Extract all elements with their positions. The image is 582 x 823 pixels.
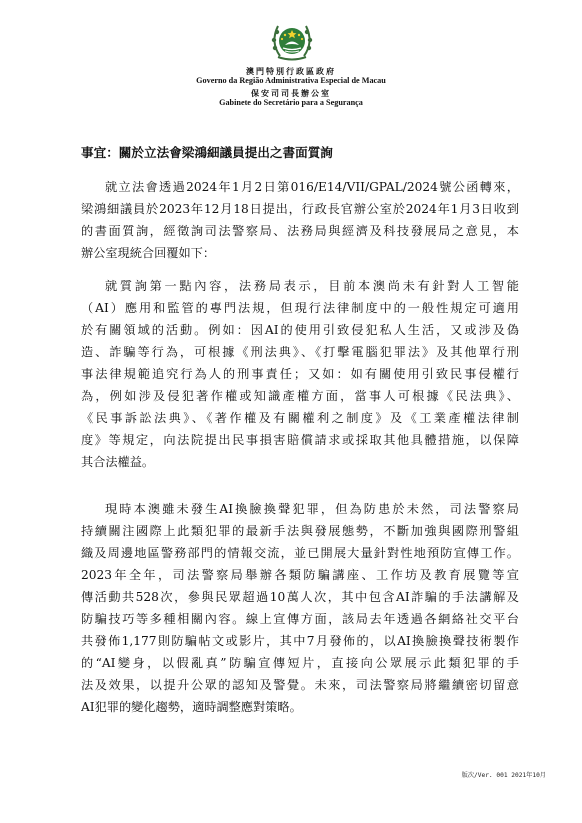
paragraph-line: 2023年全年，司法警察局舉辦各類防騙講座、工作坊及教育展覽等宣 <box>81 568 519 582</box>
paragraph-line: 織及周邊地區警務部門的情報交流，並已開展大量針對性地預防宣傳工作。 <box>81 546 519 560</box>
office-name-chinese: 保安司司長辦公室 <box>251 89 331 98</box>
government-name-chinese: 澳門特別行政區政府 <box>246 67 336 76</box>
paragraph-line: 共發佈1,177則防騙帖文或影片，其中7月發佈的，以AI換臉換聲技術製作 <box>81 634 519 648</box>
paragraph-1 <box>81 176 519 264</box>
paragraph-line: 梁鴻細議員於2023年12月18日提出，行政長官辦公室於2024年1月3日收到 <box>81 202 519 216</box>
paragraph-line: 其合法權益。 <box>81 455 155 469</box>
paragraph-line: 於有關領域的活動。例如：因AI的使用引致侵犯私人生活，又或涉及偽 <box>81 323 519 337</box>
government-name-portuguese: Governo da Região Administrativa Especial de Macau <box>196 76 386 85</box>
paragraph-line: AI犯罪的變化趨勢，適時調整應對策略。 <box>81 700 302 714</box>
paragraph-3 <box>81 498 519 718</box>
paragraph-line: 為，例如涉及侵犯著作權或知識產權方面，當事人可根據《民法典》、 <box>81 389 519 403</box>
paragraph-line: 傳活動共528次，參與民眾超過10萬人次，其中包含AI詐騙的手法講解及 <box>81 590 519 604</box>
paragraph-line: 法及效果，以提升公眾的認知及警覺。未來，司法警察局將繼續密切留意 <box>81 678 519 692</box>
paragraph-line: 現時本澳雖未發生AI換臉換聲犯罪，但為防患於未然，司法警察局 <box>105 502 519 516</box>
subject-heading: 事宜：關於立法會梁鴻細議員提出之書面質詢 <box>81 145 333 160</box>
macau-emblem-icon <box>266 18 318 64</box>
paragraph-line: 辦公室現統合回覆如下： <box>81 246 216 260</box>
paragraph-line: 的書面質詢，經徵詢司法警察局、法務局與經濟及科技發展局之意見，本 <box>81 224 519 238</box>
paragraph-line: （AI）應用和監管的專門法規，但現行法律制度中的一般性規定可適用 <box>81 301 519 315</box>
paragraph-line: 持續關注國際上此類犯罪的最新手法與發展態勢，不斷加強與國際刑警組 <box>81 524 519 538</box>
paragraph-line: 的“AI變身，以假亂真”防騙宣傳短片，直接向公眾展示此類犯罪的手 <box>81 656 519 670</box>
paragraph-line: 就質詢第一點內容，法務局表示，目前本澳尚未有針對人工智能 <box>105 279 519 293</box>
paragraph-line: 造、詐騙等行為，可根據《刑法典》、《打擊電腦犯罪法》及其他單行刑 <box>81 345 519 359</box>
paragraph-line: 度》等規定，向法院提出民事損害賠償請求或採取其他具體措施，以保障 <box>81 433 519 447</box>
paragraph-2 <box>81 275 519 473</box>
paragraph-line: 就立法會透過2024年1月2日第016/E14/VII/GPAL/2024號公函轉來， <box>105 180 519 194</box>
version-footer: 版次/Ver. 001 2021年10月 <box>461 772 546 779</box>
paragraph-line: 防騙技巧等多種相關內容。線上宣傳方面，該局去年透過各網絡社交平台 <box>81 612 519 626</box>
paragraph-line: 事法律規範追究行為人的刑事責任；又如：如有關使用引致民事侵權行 <box>81 367 519 381</box>
paragraph-line: 《民事訴訟法典》、《著作權及有關權利之制度》及《工業產權法律制 <box>81 411 519 425</box>
office-name-portuguese: Gabinete do Secretário para a Segurança <box>219 98 363 107</box>
